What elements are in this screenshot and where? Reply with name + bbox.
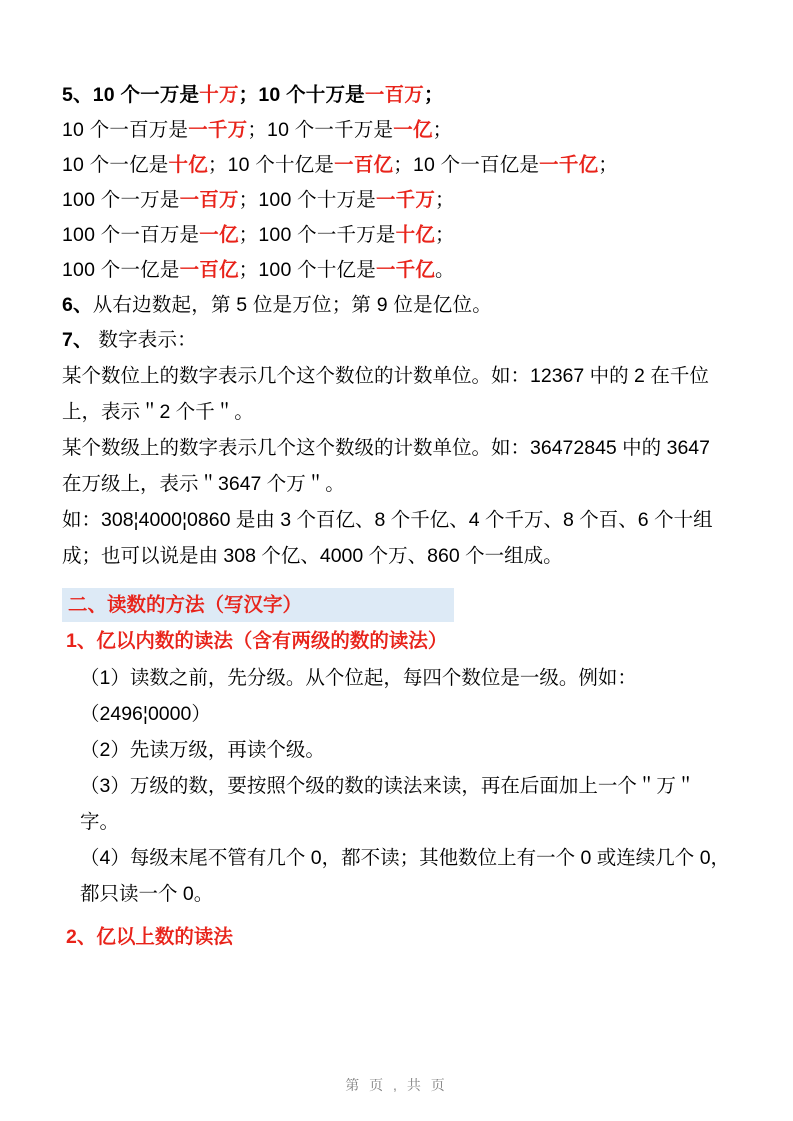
text-plain: 10 个一亿是 [62,154,169,176]
reading-step-2: （2）先读万级，再读个级。 [80,739,325,761]
list-item [62,78,731,113]
sub-heading-within-yi: 1、亿以内数的读法（含有两级的数的读法） [66,630,448,652]
text-highlight: 一百亿 [334,154,394,176]
text-highlight: 一千万 [188,119,248,141]
text-plain: ； [432,119,453,141]
list-number: 5、 [62,84,93,106]
text-highlight: 一百万 [364,84,424,106]
text-highlight: 一百万 [179,189,239,211]
text-highlight: 一千万 [375,189,436,211]
text-highlight: 十亿 [395,224,436,246]
text-plain: 100 个一百万是 [62,224,200,246]
reading-step-1-example: （2496¦0000） [80,703,211,725]
reading-step-3: （3）万级的数，要按照个级的数的读法来读，再在后面加上一个＂万＂字。 [80,775,696,833]
text-plain: ；100 个一千万是 [238,224,396,246]
reading-step-1: （1）读数之前，先分级。从个位起，每四个数位是一级。例如： [80,667,637,689]
paragraph-digit-meaning: 某个数位上的数字表示几个这个数位的计数单位。如：12367 中的 2 在千位上，表示＂2 个千＂。 [62,365,709,423]
text-plain: ；10 个十万是 [238,84,365,106]
text-plain: ；10 个一百亿是 [393,154,540,176]
list-item-7 [62,323,731,358]
section-heading-reading-method: 二、读数的方法（写汉字） [62,588,454,622]
reading-step-4: （4）每级末尾不管有几个 0，都不读；其他数位上有一个 0 或连续几个 0，都只读一个 0。 [80,847,731,905]
list-item-6 [62,288,731,323]
text-highlight: 一亿 [393,119,433,141]
list-number: 6、 [62,294,93,316]
text-highlight: 一亿 [199,224,239,246]
list-item [62,183,731,218]
list-item [62,148,731,183]
text-plain: 10 个一百万是 [62,119,189,141]
list-item [62,218,731,253]
text-plain: 100 个一亿是 [62,259,180,281]
paragraph-example: 如：308¦4000¦0860 是由 3 个百亿、8 个千亿、4 个千万、8 个百、6 个十组成；也可以说是由 308 个亿、4000 个万、860 个一组成。 [62,509,713,567]
list-item [62,113,731,148]
text-plain: ； [598,154,618,176]
text-plain: ；10 个一千万是 [247,119,394,141]
text-highlight: 十亿 [168,154,208,176]
text-plain: ；10 个十亿是 [207,154,335,176]
text-plain: ； [435,224,455,246]
text-highlight: 一千亿 [375,259,436,281]
text-highlight: 十万 [199,84,239,106]
text-plain: ； [435,189,455,211]
text-plain: ；100 个十万是 [238,189,376,211]
text-plain: ；100 个十亿是 [238,259,376,281]
text-plain: 从右边数起，第 5 位是万位；第 9 位是亿位。 [92,294,492,316]
text-plain: ； [424,84,444,106]
list-item [62,253,731,288]
text-highlight: 一百亿 [179,259,239,281]
text-plain: 。 [435,259,455,281]
sub-heading-above-yi: 2、亿以上数的读法 [66,926,233,948]
text-plain: 10 个一万是 [92,84,200,106]
paragraph-level-meaning: 某个数级上的数字表示几个这个数级的计数单位。如：36472845 中的 3647 在万级上，表示＂3647 个万＂。 [62,437,710,495]
text-plain: 数字表示： [92,329,197,351]
page-footer: 第 页 , 共 页 [345,1077,448,1093]
text-plain: 100 个一万是 [62,189,180,211]
list-number: 7、 [62,329,93,351]
text-highlight: 一千亿 [539,154,599,176]
